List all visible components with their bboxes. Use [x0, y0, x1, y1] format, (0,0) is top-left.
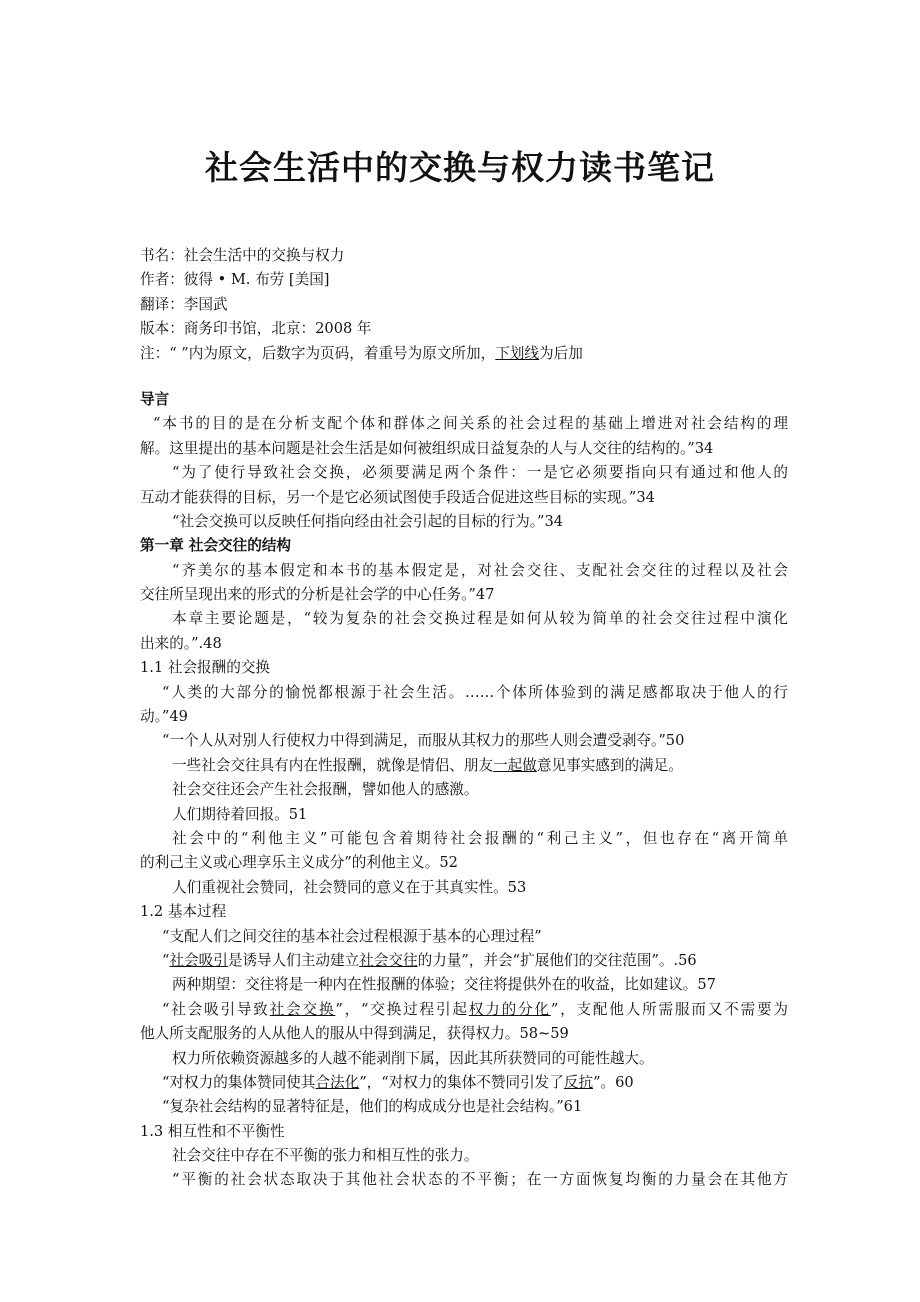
section-1-1-line: 社会中的“利他主义”可能包含着期待社会报酬的“利己主义”，但也存在“离开简单	[172, 829, 788, 847]
note-text: 注：“ ”内为原文，后数字为页码，着重号为原文所加，	[140, 344, 496, 362]
line-text: 意见事实感到的满足。	[536, 756, 683, 774]
section-1-2-line	[140, 998, 788, 1022]
underlined-text: 一起做	[493, 756, 537, 774]
section-1-1-line: “人类的大部分的愉悦都根源于社会生活。……个体所体验到的满足感都取决于他人的行	[162, 683, 788, 701]
intro-paragraph-line: “社会交换可以反映任何指向经由社会引起的目标的行为。”34	[172, 512, 564, 530]
section-1-2-line: “支配人们之间交往的基本社会过程根源于基本的心理过程”	[162, 927, 542, 945]
underlined-text: 反抗	[563, 1073, 594, 1091]
intro-paragraph-line: 解。这里提出的基本问题是社会生活是如何被组织成日益复杂的人与人交往的结构的。”34	[140, 439, 714, 457]
book-translator: 翻译：李国武	[140, 295, 228, 313]
book-name: 书名：社会生活中的交换与权力	[140, 247, 345, 264]
line-text: 是诱导人们主动建立	[227, 951, 360, 969]
section-1-3-line: “平衡的社会状态取决于其他社会状态的不平衡；在一方面恢复均衡的力量会在其他方	[172, 1171, 788, 1189]
section-1-1-line: “一个人从对别人行使权力中得到满足，而服从其权力的那些人则会遭受剥夺。”50	[162, 732, 685, 750]
line-text: ”，“对权力的集体不赞同引发了	[359, 1073, 564, 1091]
intro-paragraph-line: “为了使行导致社会交换，必须要满足两个条件：一是它必须要指向只有通过和他人的	[172, 464, 788, 482]
note-text-end: 为后加	[539, 344, 583, 362]
section-1-1-heading: 1.1 社会报酬的交换	[140, 659, 271, 677]
line-text: ”。60	[593, 1073, 634, 1091]
underlined-text: 社会交换	[269, 1000, 336, 1018]
line-text: 一些社会交往具有内在性报酬，就像是情侣、朋友	[172, 756, 494, 774]
line-text: “社会吸引导致	[162, 1000, 270, 1018]
line-text: ”，支配他人所需服而又不需要为	[550, 1000, 788, 1018]
line-text: ”，“交换过程引起	[335, 1000, 469, 1018]
section-1-2-line	[140, 949, 788, 973]
chapter-1-paragraph-line: 交往所呈现出来的形式的分析是社会学的中心任务。”47	[140, 586, 495, 604]
section-1-1-line: 人们期待着回报。51	[172, 805, 308, 823]
intro-heading: 导言	[140, 390, 170, 408]
chapter-1-paragraph-line: “齐美尔的基本假定和本书的基本假定是，对社会交往、支配社会交往的过程以及社会	[172, 561, 788, 579]
section-1-1-line: 人们重视社会赞同，社会赞同的意义在于其真实性。53	[172, 878, 527, 896]
document-body	[140, 244, 788, 1193]
note-underline-text: 下划线	[495, 344, 540, 362]
chapter-1-paragraph-line: 出来的。”.48	[140, 634, 222, 652]
section-1-2-heading: 1.2 基本过程	[140, 903, 227, 921]
section-1-2-line: 他人所支配服务的人从他人的服从中得到满足，获得权力。58~59	[140, 1025, 569, 1043]
note-line	[140, 342, 788, 366]
section-1-1-line: 社会交往还会产生社会报酬，譬如他人的感激。	[172, 781, 479, 799]
section-1-2-line: “复杂社会结构的显著特征是，他们的构成成分也是社会结构。”61	[162, 1098, 583, 1116]
section-1-2-line	[140, 1071, 788, 1095]
underlined-text: 社会交往	[359, 951, 418, 969]
underlined-text: 合法化	[315, 1073, 360, 1091]
chapter-1-heading: 第一章 社会交往的结构	[140, 537, 292, 555]
chapter-1-paragraph-line: 本章主要论题是，“较为复杂的社会交换过程是如何从较为简单的社会交往过程中演化	[172, 610, 788, 628]
section-1-2-line: 两种期望：交往将是一种内在性报酬的体验；交往将提供外在的收益，比如建议。57	[172, 976, 716, 994]
line-text: 的力量”，并会“扩展他们的交往范围”。.56	[417, 951, 697, 969]
document-title: 社会生活中的交换与权力读书笔记	[205, 148, 715, 187]
section-1-3-heading: 1.3 相互性和不平衡性	[140, 1122, 285, 1140]
intro-paragraph-line: “本书的目的是在分析支配个体和群体之间关系的社会过程的基础上增进对社会结构的理	[153, 415, 788, 433]
section-1-3-line: 社会交往中存在不平衡的张力和相互性的张力。	[172, 1147, 479, 1165]
line-text: “对权力的集体赞同使其	[162, 1073, 316, 1091]
section-1-1-line: 动。”49	[140, 708, 188, 726]
book-edition: 版本：商务印书馆，北京：2008 年	[140, 320, 372, 338]
intro-paragraph-line: 互动才能获得的目标，另一个是它必须试图使手段适合促进这些目标的实现。”34	[140, 488, 655, 506]
book-author: 作者：彼得 • M. 布劳 [美国]	[140, 271, 330, 289]
section-1-1-line: 的利己主义或心理享乐主义成分”的利他主义。52	[140, 854, 458, 872]
underlined-text: 权力的分化	[468, 1000, 551, 1018]
line-text: “	[162, 951, 170, 969]
section-1-2-line: 权力所依赖资源越多的人越不能剥削下属，因此其所获赞同的可能性越大。	[172, 1049, 654, 1067]
section-1-1-line	[140, 754, 788, 778]
underlined-text: 社会吸引	[169, 951, 228, 969]
section-gap	[140, 366, 788, 388]
